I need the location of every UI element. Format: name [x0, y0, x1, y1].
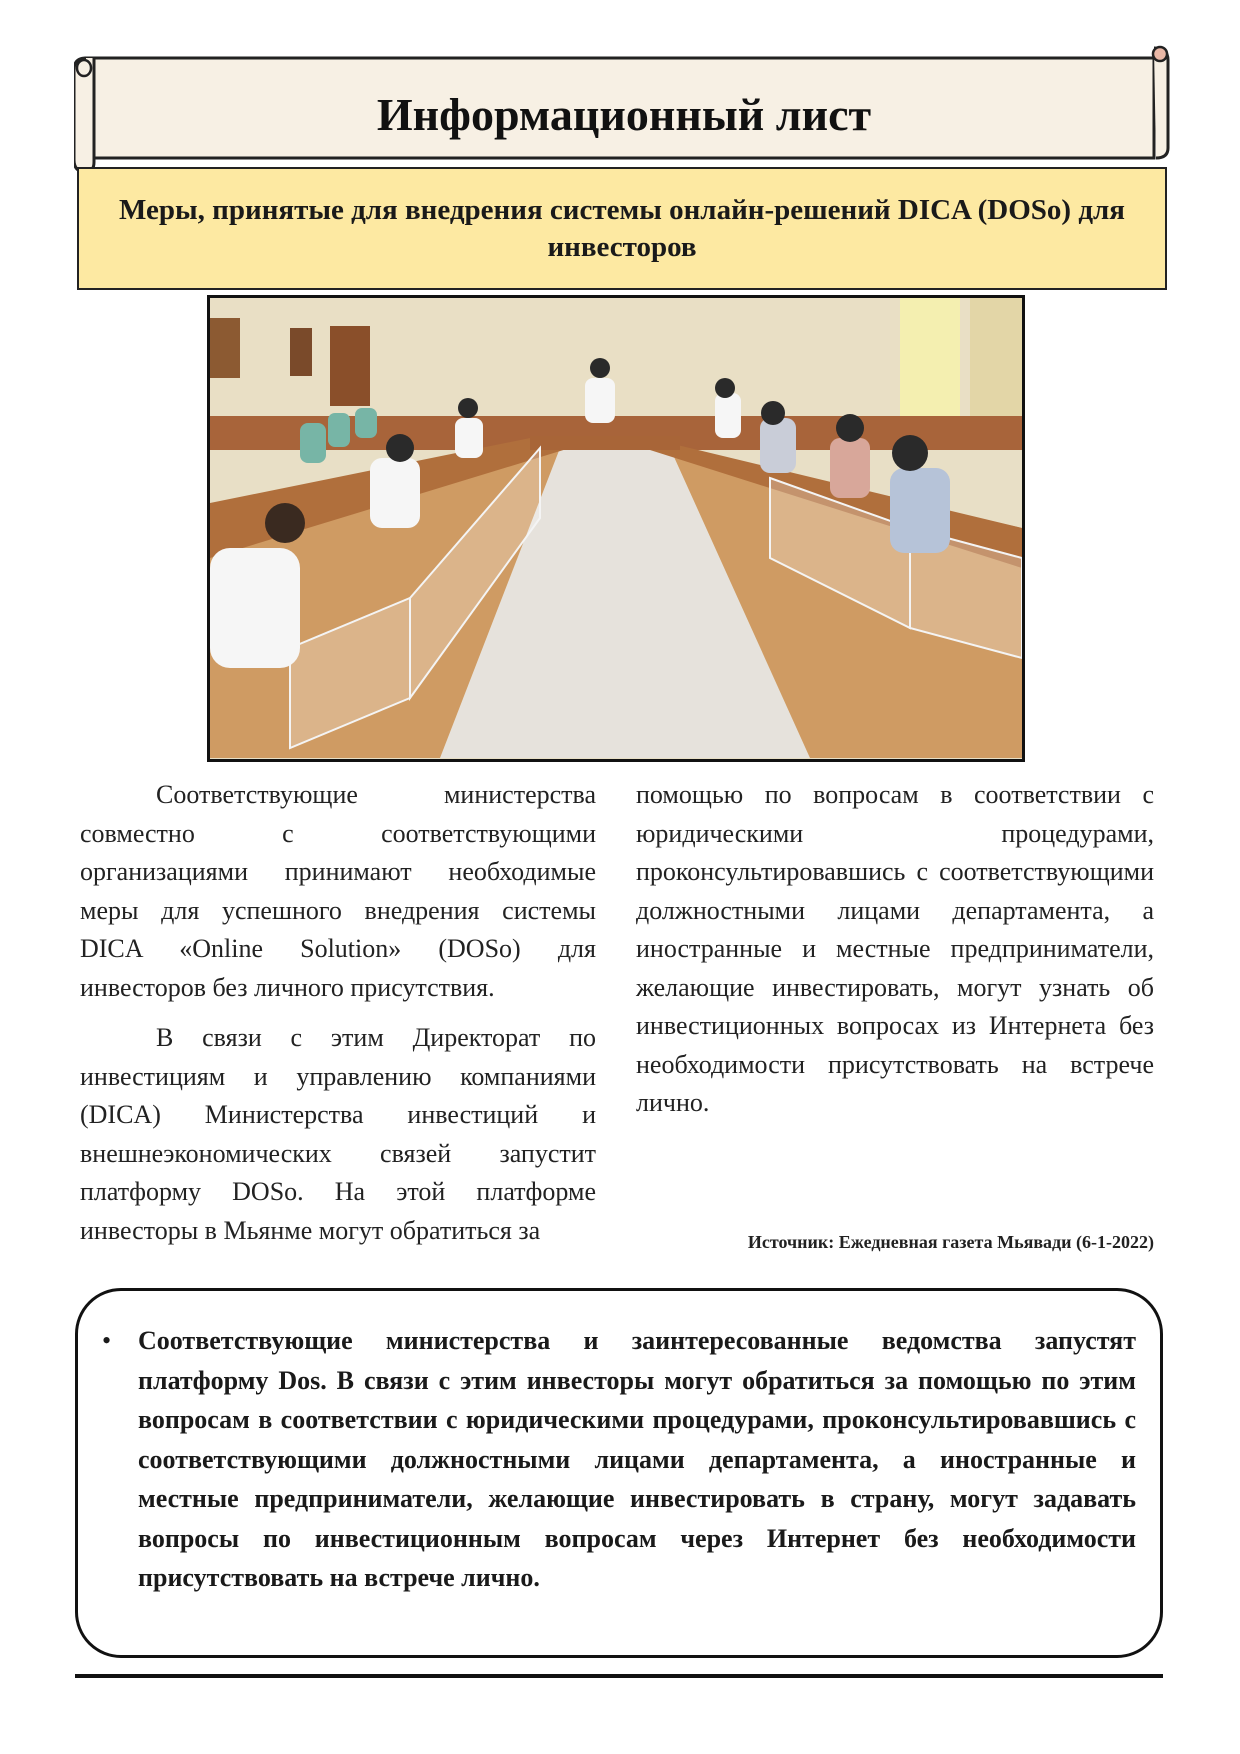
title-banner: [74, 44, 1174, 174]
summary-text: Соответствующие министерства и заинтересованные ведомства запустят платформу Dos. В связи с этим инвесторы могут обратиться за помощью по этим вопросам в соответствии с юридическими процедурами, проконсультировавшись с соответствующими должностными лицами департамента, а иностранные и местные предприниматели, желающие инвестировать в страну, могут задавать вопросы по инвестиционным вопросам через Интернет без необходимости присутствовать на встрече лично.: [138, 1326, 1136, 1592]
meeting-photo: [207, 295, 1025, 762]
bottom-divider: [75, 1674, 1163, 1678]
article-paragraph: помощью по вопросам в соответствии с юридическими процедурами, проконсультировавшись с соответствующими должностными лицами департамента, а иностранные и местные предприниматели, желающие инвестировать, могут узнать об инвестиционных вопросах из Интернета без необходимости присутствовать на встрече лично.: [636, 780, 1154, 1117]
bullet-icon: •: [102, 1326, 112, 1355]
article-left-column: [80, 776, 596, 1262]
meeting-room-image: [210, 298, 1022, 759]
page-title: Информационный лист: [376, 89, 872, 140]
summary-box: [75, 1288, 1163, 1658]
source-citation: Источник: Ежедневная газета Мьявади (6-1-2022): [747, 1232, 1154, 1252]
article-paragraph: В связи с этим Директорат по инвестициям и управлению компаниями (DICA) Министерства инвестиций и внешнеэкономических связей запустит платформу DOSo. На этой платформе инвесторы в Мьянме могут обратиться за: [80, 1023, 596, 1245]
page-subtitle: Меры, принятые для внедрения системы онлайн-решений DICA (DOSo) для инвесторов: [119, 193, 1125, 263]
subtitle-box: [77, 167, 1167, 290]
article-right-column: [636, 776, 1154, 1135]
article-paragraph: Соответствующие министерства совместно с соответствующими организациями принимают необходимые меры для успешного внедрения системы DICA «Online Solution» (DOSo) для инвесторов без личного присутствия.: [80, 780, 596, 1002]
